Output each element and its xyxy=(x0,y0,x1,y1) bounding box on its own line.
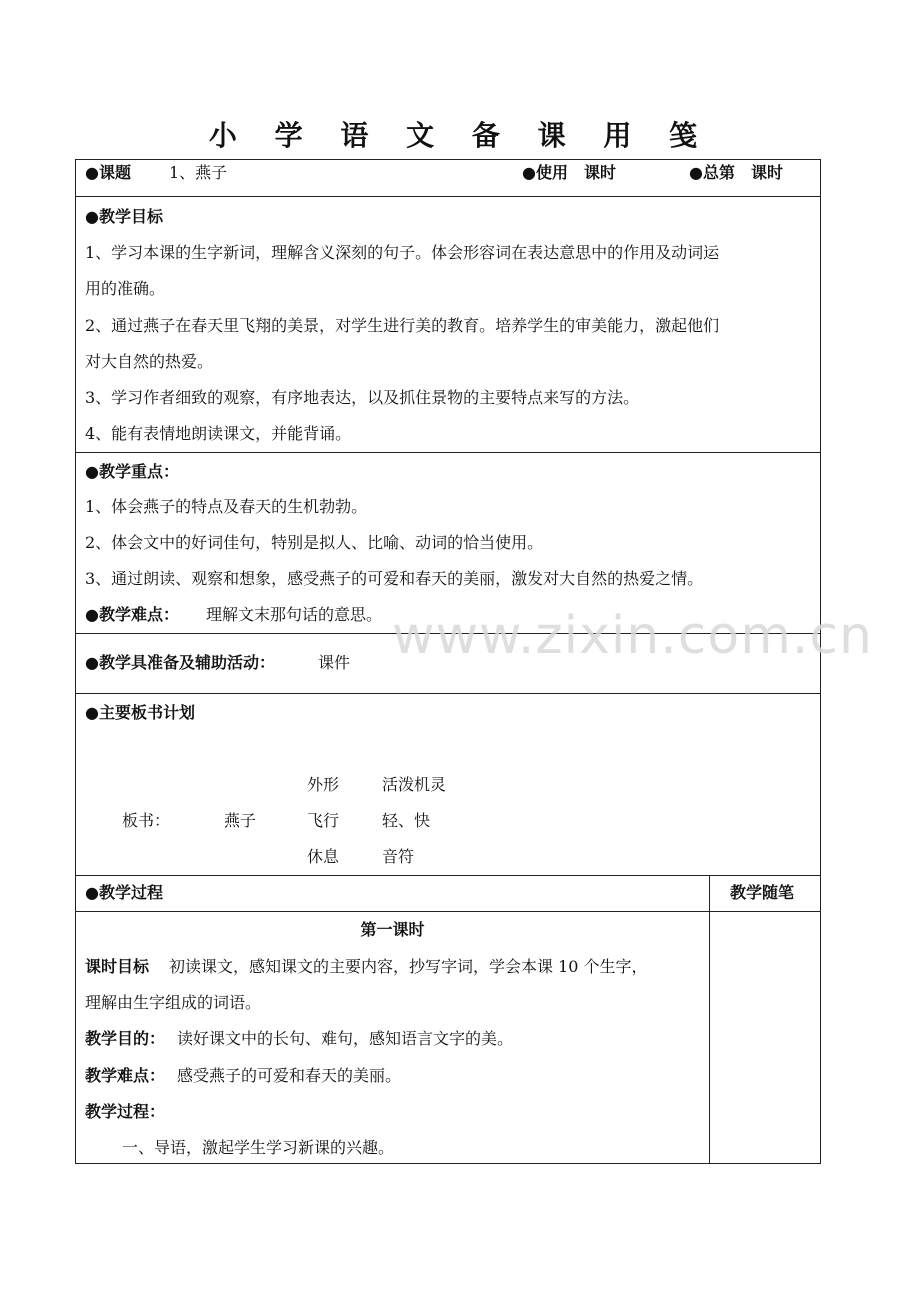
objective-line: 3、学习作者细致的观察，有序地表达，以及抓住景物的主要特点来写的方法。 xyxy=(85,388,640,407)
board-aspect: 休息 xyxy=(307,847,340,866)
lesson-value: 1、燕子 xyxy=(169,163,228,182)
row-divider-preparation xyxy=(76,693,820,694)
document-title: 小 学 语 文 备 课 用 笺 xyxy=(208,119,712,152)
step-line: 一、导语，激起学生学习新课的兴趣。 xyxy=(122,1138,395,1157)
board-detail: 轻、快 xyxy=(382,811,431,830)
steps-label: 教学过程： xyxy=(85,1102,166,1121)
objective-line: 4、能有表情地朗读课文，并能背诵。 xyxy=(85,424,352,443)
process-difficulty-value: 感受燕子的可爱和春天的美丽。 xyxy=(177,1066,402,1085)
key-points-label: ●教学重点： xyxy=(85,462,179,481)
period-title: 第一课时 xyxy=(360,920,425,939)
lesson-label: ●课题 xyxy=(85,163,131,182)
board-detail: 活泼机灵 xyxy=(382,775,447,794)
preparation-label: ●教学具准备及辅助活动： xyxy=(85,653,275,672)
board-aspect: 飞行 xyxy=(307,811,340,830)
period-goal-label: 课时目标 xyxy=(85,957,150,976)
board-plan-label: ●主要板书计划 xyxy=(85,703,195,722)
notes-label: 教学随笔 xyxy=(730,883,795,902)
process-difficulty-label: 教学难点： xyxy=(85,1066,166,1085)
purpose-value: 读好课文中的长句、难句，感知语言文字的美。 xyxy=(177,1029,514,1048)
usage-periods-label: ●使用 课时 xyxy=(522,163,616,182)
purpose-label: 教学目的： xyxy=(85,1029,166,1048)
objective-line: 2、通过燕子在春天里飞翔的美景，对学生进行美的教育。培养学生的审美能力，激起他们 xyxy=(85,316,720,335)
period-goal-text: 初读课文，感知课文的主要内容，抄写字词，学会本课 10 个生字， xyxy=(169,957,648,976)
objective-line: 对大自然的热爱。 xyxy=(85,352,214,371)
watermark: www.zixin.com.cn xyxy=(392,606,873,666)
period-goal-text: 理解由生字组成的词语。 xyxy=(85,993,262,1012)
objective-line: 1、学习本课的生字新词，理解含义深刻的句子。体会形容词在表达意思中的作用及动词运 xyxy=(85,243,720,262)
notes-column-divider xyxy=(709,875,710,1164)
difficulty-value: 理解文末那句话的意思。 xyxy=(206,605,383,624)
key-point-line: 1、体会燕子的特点及春天的生机勃勃。 xyxy=(85,497,368,516)
board-label: 板书： xyxy=(122,811,171,830)
process-label: ●教学过程 xyxy=(85,883,163,902)
key-point-line: 2、体会文中的好词佳句，特别是拟人、比喻、动词的恰当使用。 xyxy=(85,533,544,552)
objective-line: 用的准确。 xyxy=(85,279,166,298)
row-divider-objectives xyxy=(76,452,820,453)
board-aspect: 外形 xyxy=(307,775,340,794)
key-point-line: 3、通过朗读、观察和想象，感受燕子的可爱和春天的美丽，激发对大自然的热爱之情。 xyxy=(85,569,704,588)
board-subject: 燕子 xyxy=(224,811,257,830)
total-periods-label: ●总第 课时 xyxy=(689,163,783,182)
preparation-value: 课件 xyxy=(318,653,351,672)
board-detail: 音符 xyxy=(382,847,415,866)
objectives-label: ●教学目标 xyxy=(85,207,163,226)
row-divider-header xyxy=(76,196,820,197)
difficulty-label: ●教学难点： xyxy=(85,605,179,624)
